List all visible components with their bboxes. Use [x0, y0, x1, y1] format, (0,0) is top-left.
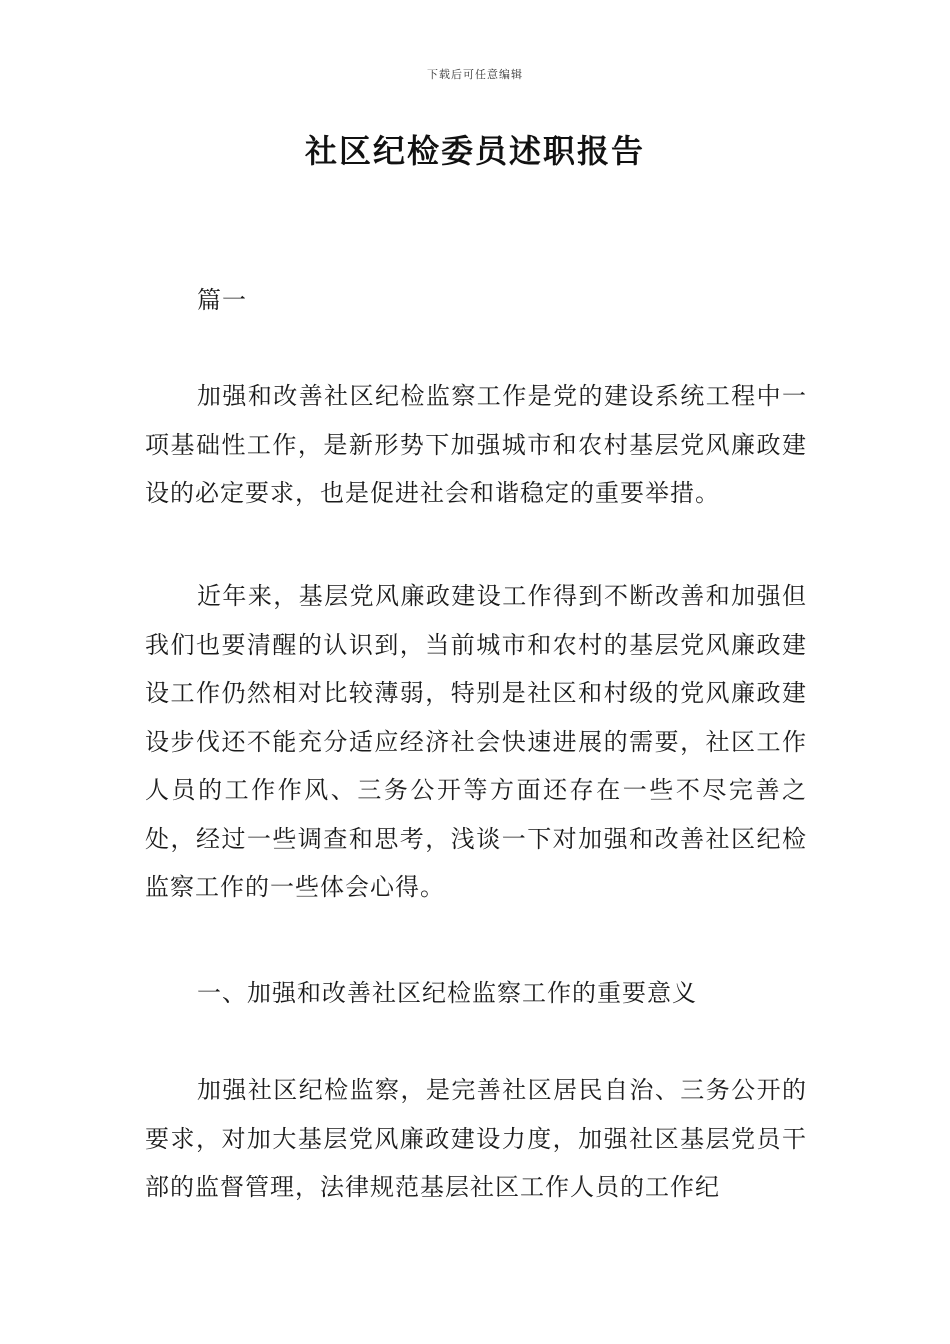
header-note: 下载后可任意编辑: [427, 68, 523, 81]
section-label: 篇一: [197, 286, 247, 314]
document-title: 社区纪检委员述职报告: [304, 132, 645, 170]
paragraph-significance: 加强社区纪检监察，是完善社区居民自治、三务公开的要求，对加大基层党风廉政建设力度，加强社区基层党员干部的监督管理，法律规范基层社区工作人员的工作纪: [145, 1076, 807, 1201]
section-heading: 一、加强和改善社区纪检监察工作的重要意义: [197, 979, 697, 1007]
paragraph-background: 近年来，基层党风廉政建设工作得到不断改善和加强但我们也要清醒的认识到，当前城市和农村的基层党风廉政建设工作仍然相对比较薄弱，特别是社区和村级的党风廉政建设步伐还不能充分适应经济社会快速进展的需要，社区工作人员的工作作风、三务公开等方面还存在一些不尽完善之处，经过一些调查和思考，浅谈一下对加强和改善社区纪检监察工作的一些体会心得。: [145, 582, 807, 901]
paragraph-intro: 加强和改善社区纪检监察工作是党的建设系统工程中一项基础性工作，是新形势下加强城市和农村基层党风廉政建设的必定要求，也是促进社会和谐稳定的重要举措。: [145, 382, 807, 507]
